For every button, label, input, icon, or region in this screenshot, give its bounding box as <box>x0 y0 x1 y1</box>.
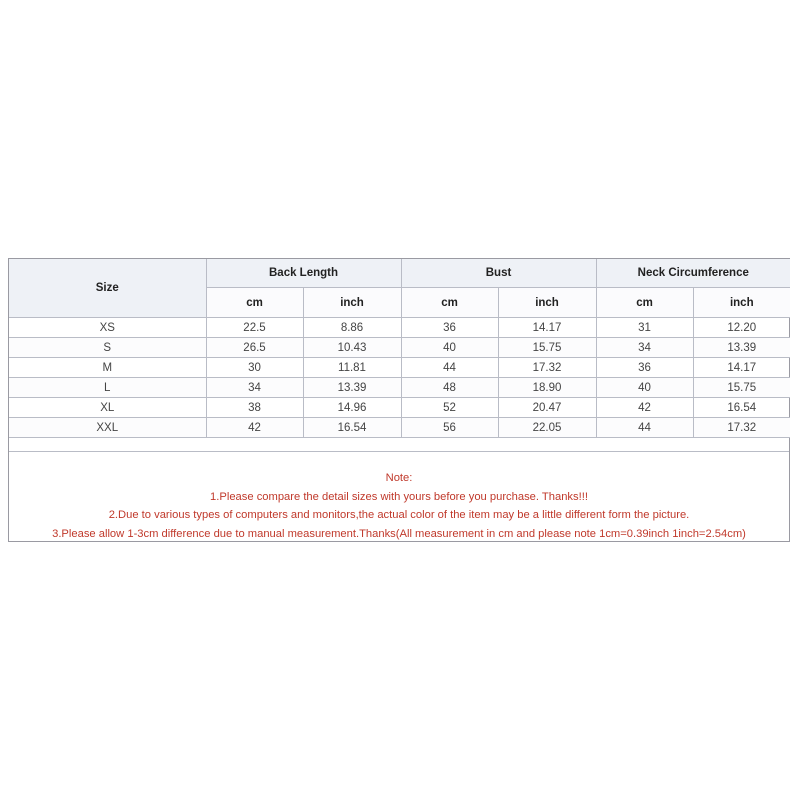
size-cell: S <box>9 338 206 358</box>
table-cell: 13.39 <box>303 378 401 398</box>
table-cell: 17.32 <box>498 358 596 378</box>
table-cell: 38 <box>206 398 303 418</box>
unit-header: inch <box>303 288 401 318</box>
table-cell: 36 <box>401 318 498 338</box>
table-cell: 34 <box>596 338 693 358</box>
table-cell: 42 <box>596 398 693 418</box>
unit-header: cm <box>401 288 498 318</box>
size-cell: XXL <box>9 418 206 438</box>
table-cell: 16.54 <box>303 418 401 438</box>
size-table <box>9 259 790 438</box>
table-cell: 20.47 <box>498 398 596 418</box>
table-cell: 14.96 <box>303 398 401 418</box>
size-cell: L <box>9 378 206 398</box>
table-cell: 14.17 <box>498 318 596 338</box>
table-cell: 10.43 <box>303 338 401 358</box>
table-row <box>9 318 790 338</box>
table-cell: 56 <box>401 418 498 438</box>
unit-header: inch <box>498 288 596 318</box>
unit-header: cm <box>596 288 693 318</box>
table-cell: 40 <box>596 378 693 398</box>
table-row <box>9 338 790 358</box>
table-cell: 48 <box>401 378 498 398</box>
unit-header: inch <box>693 288 790 318</box>
note-line: 2.Due to various types of computers and monitors,the actual color of the item may be a little different form the picture. <box>108 509 690 521</box>
table-cell: 44 <box>596 418 693 438</box>
note-line: 1.Please compare the detail sizes with yours before you purchase. Thanks!!! <box>210 490 588 503</box>
table-cell: 15.75 <box>498 338 596 358</box>
table-row <box>9 378 790 398</box>
note-line: 3.Please allow 1-3cm difference due to manual measurement.Thanks(All measurement in cm and please note 1cm=0.39inch 1inch=2.54cm) <box>52 527 746 540</box>
table-cell: 26.5 <box>206 338 303 358</box>
table-cell: 31 <box>596 318 693 338</box>
table-cell: 30 <box>206 358 303 378</box>
size-cell: M <box>9 358 206 378</box>
header-row-groups <box>9 259 790 288</box>
table-cell: 8.86 <box>303 318 401 338</box>
bust-header: Bust <box>401 259 596 288</box>
table-cell: 34 <box>206 378 303 398</box>
table-cell: 36 <box>596 358 693 378</box>
table-row <box>9 358 790 378</box>
size-cell: XL <box>9 398 206 418</box>
table-cell: 15.75 <box>693 378 790 398</box>
table-cell: 13.39 <box>693 338 790 358</box>
size-header: Size <box>9 259 206 318</box>
note-section <box>9 451 789 541</box>
table-cell: 14.17 <box>693 358 790 378</box>
table-cell: 22.5 <box>206 318 303 338</box>
unit-header: cm <box>206 288 303 318</box>
table-cell: 42 <box>206 418 303 438</box>
table-cell: 16.54 <box>693 398 790 418</box>
back-length-header: Back Length <box>206 259 401 288</box>
table-cell: 52 <box>401 398 498 418</box>
table-row <box>9 418 790 438</box>
table-row <box>9 398 790 418</box>
table-cell: 44 <box>401 358 498 378</box>
table-cell: 18.90 <box>498 378 596 398</box>
table-cell: 40 <box>401 338 498 358</box>
note-title: Note: <box>385 472 413 484</box>
neck-circumference-header: Neck Circumference <box>596 259 790 288</box>
size-cell: XS <box>9 318 206 338</box>
table-cell: 17.32 <box>693 418 790 438</box>
table-cell: 11.81 <box>303 358 401 378</box>
table-cell: 12.20 <box>693 318 790 338</box>
table-cell: 22.05 <box>498 418 596 438</box>
size-chart <box>8 258 790 542</box>
